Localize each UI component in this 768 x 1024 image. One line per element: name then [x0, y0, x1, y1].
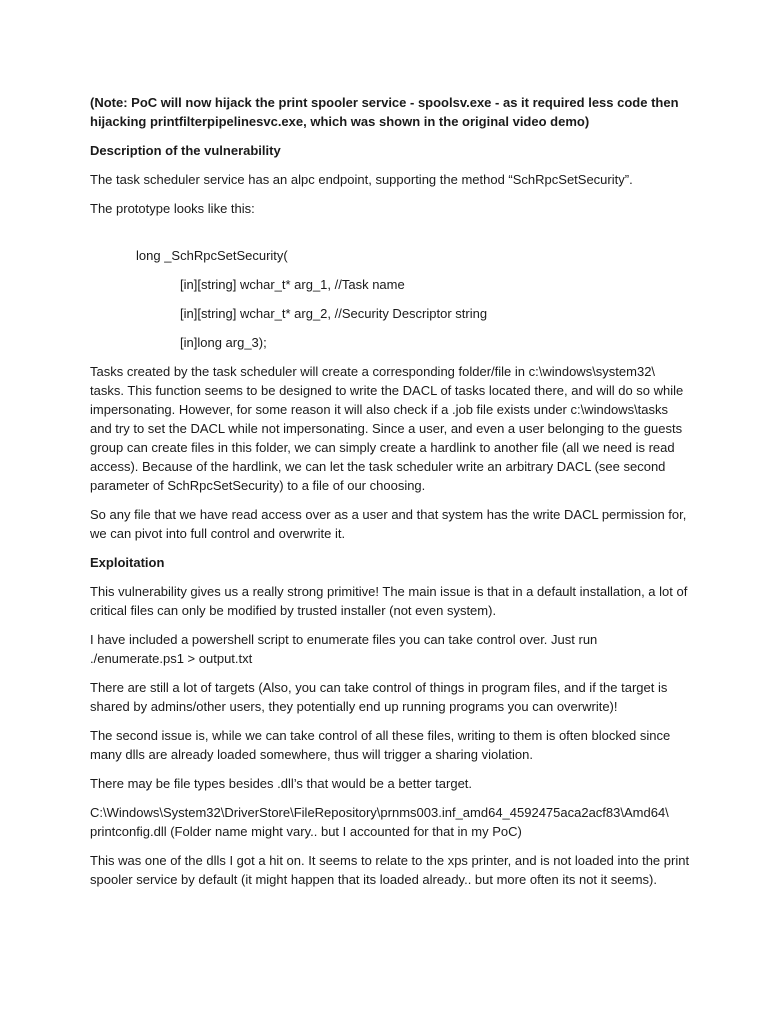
paragraph-hit: This was one of the dlls I got a hit on. It seems to relate to the xps printer, and is not loaded into the print spooler service by default (it might happen that its loaded already.. but more often its not it seems). [90, 853, 690, 887]
paragraph-alpc: The task scheduler service has an alpc endpoint, supporting the method “SchRpcSetSecurity”. [90, 172, 633, 187]
paragraph-primitive: This vulnerability gives us a really strong primitive! The main issue is that in a default installation, a lot of critical files can only be modified by trusted installer (not even system). [90, 584, 688, 618]
code-line-1: long _SchRpcSetSecurity( [136, 248, 288, 263]
code-line-2: [in][string] wchar_t* arg_1, //Task name [180, 277, 405, 292]
document-page [90, 93, 690, 899]
paragraph-powershell: I have included a powershell script to enumerate files you can take control over. Just run ./enumerate.ps1 > output.txt [90, 632, 598, 666]
note-paragraph: (Note: PoC will now hijack the print spooler service - spoolsv.exe - as it required less code then hijacking printfilterpipelinesvc.exe, which was shown in the original video demo) [90, 95, 679, 129]
paragraph-targets: There are still a lot of targets (Also, you can take control of things in program files, and if the target is shared by admins/other users, they potentially end up running programs you can overwrite)! [90, 680, 668, 714]
code-prototype [90, 246, 690, 352]
code-line-3: [in][string] wchar_t* arg_2, //Security Descriptor string [180, 306, 488, 321]
paragraph-second-issue: The second issue is, while we can take control of all these files, writing to them is often blocked since many dlls are already loaded somewhere, thus will trigger a sharing violation. [90, 728, 671, 762]
heading-exploitation: Exploitation [90, 555, 165, 570]
heading-description: Description of the vulnerability [90, 143, 281, 158]
paragraph-path: C:\Windows\System32\DriverStore\FileRepository\prnms003.inf_amd64_4592475aca2acf83\Amd64\ printconfig.dll (Folder name might vary.. but I accounted for that in my PoC) [90, 805, 669, 839]
code-line-4: [in]long arg_3); [180, 335, 267, 350]
paragraph-prototype: The prototype looks like this: [90, 201, 255, 216]
paragraph-tasks: Tasks created by the task scheduler will create a corresponding folder/file in c:\windows\system32\ tasks. This function seems to be designed to write the DACL of tasks located there, and will do so while impersonating. However, for some reason it will also check if a .job file exists under c:\windows\tasks and try to set the DACL while not impersonating. Since a user, and even a user belonging to the guests group can create files in this folder, we can simply create a hardlink to another file (all we need is read access). Because of the hardlink, we can let the task scheduler write an arbitrary DACL (see second parameter of SchRpcSetSecurity) to a file of our choosing. [90, 364, 684, 493]
paragraph-pivot: So any file that we have read access over as a user and that system has the write DACL permission for, we can pivot into full control and overwrite it. [90, 507, 687, 541]
paragraph-filetypes: There may be file types besides .dll’s that would be a better target. [90, 776, 473, 791]
